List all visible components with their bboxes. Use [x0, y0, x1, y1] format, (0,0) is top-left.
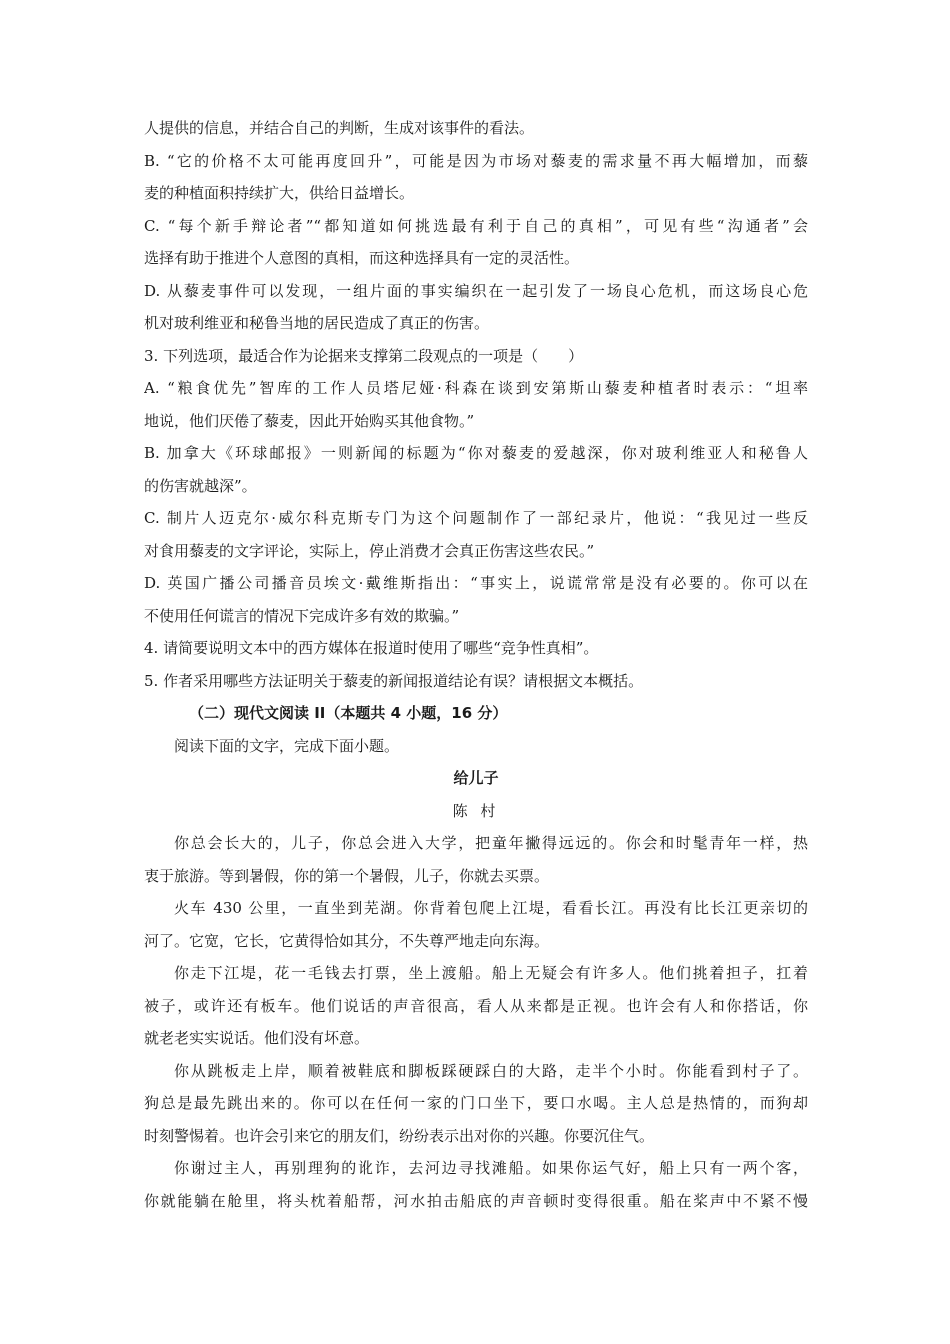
paragraph-line: 河了。它宽，它长，它黄得恰如其分，不失尊严地走向东海。 [144, 931, 550, 950]
text-line: 机对玻利维亚和秘鲁当地的居民造成了真正的伤害。 [144, 314, 490, 332]
text-line: 的伤害就越深”。 [144, 476, 257, 495]
paragraph-line: 你走下江堤，花一毛钱去打票，坐上渡船。船上无疑会有许多人。他们挑着担子，扛着 [174, 964, 808, 982]
text-line: 地说，他们厌倦了藜麦，因此开始购买其他食物。” [144, 411, 475, 430]
paragraph-line: 你就能躺在舱里，将头枕着船帮，河水拍击船底的声音顿时变得很重。船在桨声中不紧不慢 [144, 1191, 808, 1210]
passage-author: 陈 村 [452, 801, 500, 820]
option-b-line: B. “它的价格不太可能再度回升”，可能是因为市场对藜麦的需求量不再大幅增加，而藜 [144, 151, 808, 170]
question-3: 3. 下列选项，最适合作为论据来支撑第二段观点的一项是（ ） [144, 346, 584, 365]
document-page [144, 112, 808, 1217]
question-4: 4. 请简要说明文本中的西方媒体在报道时使用了哪些“竞争性真相”。 [144, 639, 599, 657]
option-c-line: C. 制片人迈克尔·威尔科克斯专门为这个问题制作了一部纪录片，他说：“我见过一些反 [144, 509, 808, 527]
text-line: 对食用藜麦的文字评论，实际上，停止消费才会真正伤害这些农民。” [144, 541, 595, 560]
option-c-line: C. “每个新手辩论者”“都知道如何挑选最有利于自己的真相”，可见有些“沟通者”会 [144, 216, 808, 235]
text-line: 不使用任何谎言的情况下完成许多有效的欺骗。” [144, 606, 460, 625]
paragraph-line: 你总会长大的，儿子，你总会进入大学，把童年撇得远远的。你会和时髦青年一样，热 [174, 834, 808, 852]
option-d-line: D. 从藜麦事件可以发现，一组片面的事实编织在一起引发了一场良心危机，而这场良心危 [144, 281, 808, 300]
section-instruction: 阅读下面的文字，完成下面小题。 [174, 736, 400, 755]
passage-title: 给儿子 [453, 769, 499, 787]
paragraph-line: 被子，或许还有板车。他们说话的声音很高，看人从来都是正视。也许会有人和你搭话，你 [144, 996, 808, 1015]
paragraph-line: 火车 430 公里，一直坐到芜湖。你背着包爬上江堤，看看长江。再没有比长江更亲切的 [174, 899, 808, 917]
option-a-line: A. “粮食优先”智库的工作人员塔尼娅·科森在谈到安第斯山藜麦种植者时表示：“坦率 [144, 379, 808, 397]
paragraph-line: 时刻警惕着。也许会引来它的朋友们，纷纷表示出对你的兴趣。你要沉住气。 [144, 1126, 655, 1145]
paragraph-line: 你从跳板走上岸，顺着被鞋底和脚板踩硬踩白的大路，走半个小时。你能看到村子了。 [174, 1061, 808, 1080]
paragraph-line: 就老老实实说话。他们没有坏意。 [144, 1029, 370, 1047]
paragraph-line: 你谢过主人，再别理狗的讹诈，去河边寻找滩船。如果你运气好，船上只有一两个客， [174, 1159, 808, 1177]
text-line: 人提供的信息，并结合自己的判断，生成对该事件的看法。 [144, 119, 535, 137]
paragraph-line: 狗总是最先跳出来的。你可以在任何一家的门口坐下，要口水喝。主人总是热情的，而狗却 [144, 1094, 808, 1112]
option-b-line: B. 加拿大《环球邮报》一则新闻的标题为“你对藜麦的爱越深，你对玻利维亚人和秘鲁人 [144, 444, 808, 462]
option-d-line: D. 英国广播公司播音员埃文·戴维斯指出：“事实上，说谎常常是没有必要的。你可以在 [144, 574, 808, 592]
paragraph-line: 衷于旅游。等到暑假，你的第一个暑假，儿子，你就去买票。 [144, 866, 550, 885]
text-line: 麦的种植面积持续扩大，供给日益增长。 [144, 184, 415, 202]
section-heading: （二）现代文阅读 II（本题共 4 小题，16 分） [189, 704, 508, 722]
text-line: 选择有助于推进个人意图的真相，而这种选择具有一定的灵活性。 [144, 249, 580, 267]
question-5: 5. 作者采用哪些方法证明关于藜麦的新闻报道结论有误？请根据文本概括。 [144, 671, 644, 690]
